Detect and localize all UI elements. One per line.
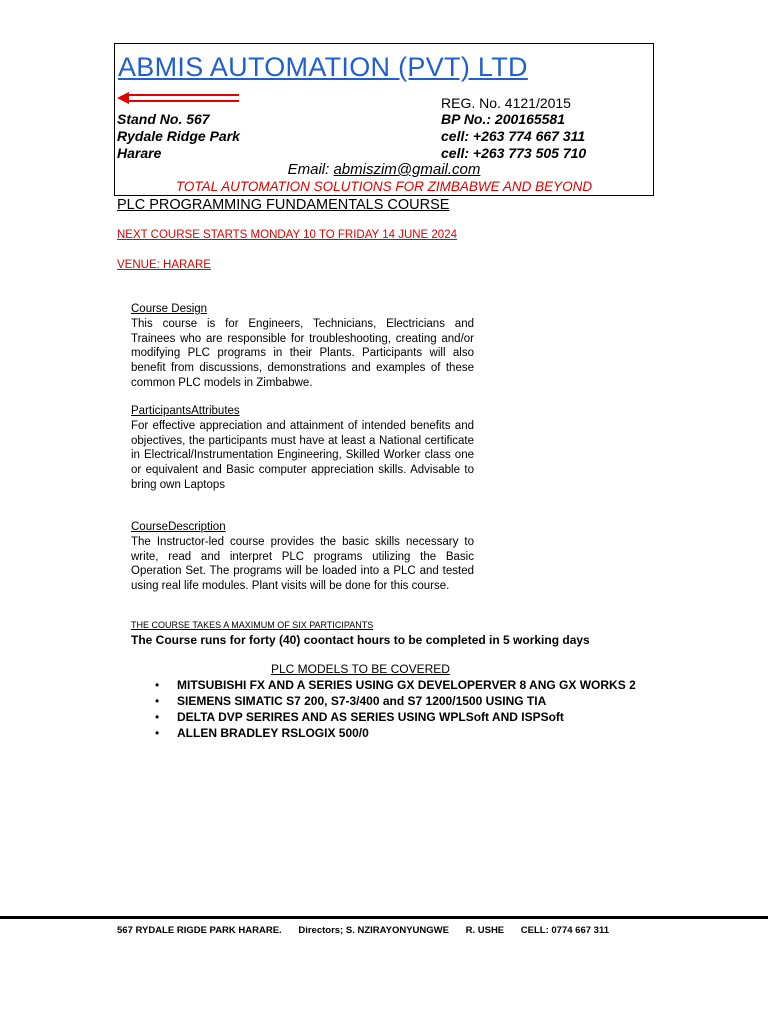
section-participants-attributes xyxy=(131,404,474,493)
bullet-icon: • xyxy=(155,678,160,692)
venue: VENUE: HARARE xyxy=(117,259,211,271)
models-list xyxy=(155,677,636,741)
cell-number-1: cell: +263 774 667 311 xyxy=(441,128,586,144)
section-body: This course is for Engineers, Technicians, Electricians and Trainees who are responsible for troubleshooting, creating and/or modifying PLC programs in their Plants. Participants will also benefit from discussions, demonstrations and examples of these common PLC models in Zimbabwe. xyxy=(131,317,474,389)
reg-number: REG. No. 4121/2015 xyxy=(441,95,571,111)
section-course-description xyxy=(131,520,474,594)
section-heading: CourseDescription xyxy=(131,521,226,533)
email-link[interactable]: abmiszim@gmail.com xyxy=(333,161,481,178)
section-body: The Instructor-led course provides the basic skills necessary to write, read and interpret PLC programs utilizing the Basic Operation Set. The programs will be loaded into a PLC and tested using real life modules. Plant visits will be done for this course. xyxy=(131,535,474,593)
list-item xyxy=(155,693,636,709)
list-item xyxy=(155,725,636,741)
section-body: For effective appreciation and attainment of intended benefits and objectives, the participants must have at least a National certificate in Electrical/Instrumentation Engineering, Skilled Worker class one or equivalent and Basic computer appreciation skills. Advisable to bring own Laptops xyxy=(131,419,474,491)
footer-second-director: R. USHE xyxy=(465,925,505,936)
letterhead-box xyxy=(114,43,654,196)
model-label: ALLEN BRADLEY RSLOGIX 500/0 xyxy=(177,726,369,740)
bp-number: BP No.: 200165581 xyxy=(441,111,565,127)
address-area: Rydale Ridge Park xyxy=(117,128,240,144)
cell-number-2: cell: +263 773 505 710 xyxy=(441,145,587,161)
email-line xyxy=(115,161,653,178)
list-item xyxy=(155,709,636,725)
course-title: PLC PROGRAMMING FUNDAMENTALS COURSE xyxy=(117,197,450,213)
max-participants: THE COURSE TAKES A MAXIMUM OF SIX PARTICIPANTS xyxy=(131,620,374,630)
footer-cell: CELL: 0774 667 311 xyxy=(520,925,609,936)
tagline: TOTAL AUTOMATION SOLUTIONS FOR ZIMBABWE AND BEYOND xyxy=(175,179,593,194)
address-stand: Stand No. 567 xyxy=(117,111,210,127)
footer-directors: Directors; S. NZIRAYONYUNGWE xyxy=(298,925,449,936)
bullet-icon: • xyxy=(155,726,160,740)
left-arrow-icon xyxy=(117,91,242,105)
section-heading: ParticipantsAttributes xyxy=(131,405,240,417)
footer xyxy=(117,925,623,936)
models-title: PLC MODELS TO BE COVERED xyxy=(271,662,450,676)
address-city: Harare xyxy=(117,145,162,161)
list-item xyxy=(155,677,636,693)
model-label: SIEMENS SIMATIC S7 200, S7-3/400 and S7 1200/1500 USING TIA xyxy=(177,694,547,708)
section-heading: Course Design xyxy=(131,303,208,315)
bullet-icon: • xyxy=(155,694,160,708)
footer-divider xyxy=(0,916,768,919)
model-label: DELTA DVP SERIRES AND AS SERIES USING WPLSoft AND ISPSoft xyxy=(177,710,564,724)
bullet-icon: • xyxy=(155,710,160,724)
footer-address: 567 RYDALE RIGDE PARK HARARE. xyxy=(117,925,282,936)
contact-hours: The Course runs for forty (40) coontact hours to be completed in 5 working days xyxy=(131,633,590,647)
email-label: Email: xyxy=(287,161,334,178)
company-name: ABMIS AUTOMATION (PVT) LTD xyxy=(118,52,528,82)
model-label: MITSUBISHI FX AND A SERIES USING GX DEVELOPERVER 8 ANG GX WORKS 2 xyxy=(177,678,636,692)
section-course-design xyxy=(131,302,474,391)
next-course-date: NEXT COURSE STARTS MONDAY 10 TO FRIDAY 14 JUNE 2024 xyxy=(117,229,457,241)
